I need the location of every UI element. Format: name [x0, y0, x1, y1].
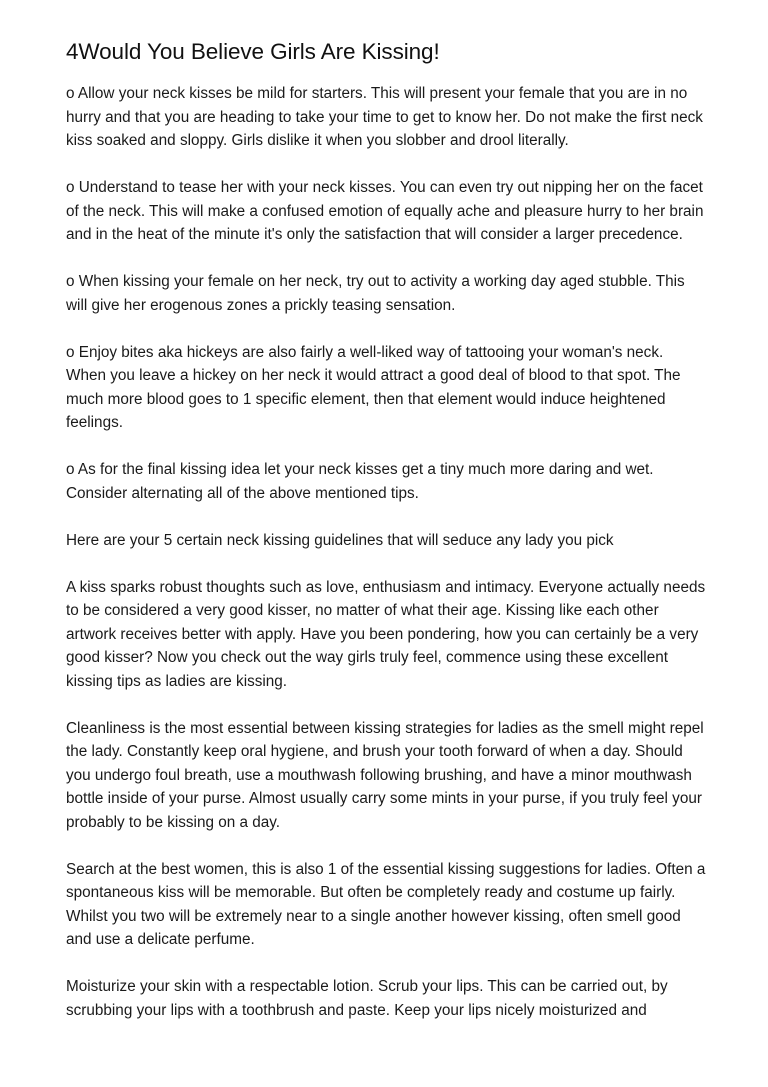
paragraph-neck-kisses-mild: o Allow your neck kisses be mild for starters. This will present your female that you are in no hurry and that you are heading to take your time to get to know her. Do not make the first neck kiss soaked and sloppy. Girls dislike it when you slobber and drool literally.	[66, 85, 703, 149]
document-body	[66, 38, 706, 1046]
paragraph-final-idea: o As for the final kissing idea let your neck kisses get a tiny much more daring and wet. Consider alternating all of the above mentioned tips.	[66, 461, 654, 502]
paragraph-tease: o Understand to tease her with your neck kisses. You can even try out nipping her on the facet of the neck. This will make a confused emotion of equally ache and pleasure hurry to her brain and in the heat of the minute it's only the satisfaction that will consider a larger precedence.	[66, 179, 704, 243]
paragraph-hickeys: o Enjoy bites aka hickeys are also fairly a well-liked way of tattooing your woman's neck. When you leave a hickey on her neck it would attract a good deal of blood to that spot. The much more blood goes to 1 specific element, then that element would induce heightened feelings.	[66, 343, 681, 431]
document-title: 4Would You Believe Girls Are Kissing!	[66, 39, 440, 64]
paragraph-stubble: o When kissing your female on her neck, try out to activity a working day aged stubble. This will give her erogenous zones a prickly teasing sensation.	[66, 273, 685, 314]
paragraph-moisturize: Moisturize your skin with a respectable lotion. Scrub your lips. This can be carried out, by scrubbing your lips with a toothbrush and paste. Keep your lips nicely moisturized and	[66, 978, 668, 1019]
paragraph-look-best: Search at the best women, this is also 1 of the essential kissing suggestions for ladies. Often a spontaneous kiss will be memorable. But often be completely ready and costume up fairly. Whilst you two will be extremely near to a single another however kissing, often smell good and use a delicate perfume.	[66, 860, 706, 948]
paragraph-kiss-sparks: A kiss sparks robust thoughts such as love, enthusiasm and intimacy. Everyone actually needs to be considered a very good kisser, no matter of what their age. Kissing like each other artwork receives better with apply. Have you been pondering, how you can certainly be a very good kisser? Now you check out the way girls truly feel, commence using these excellent kissing tips as ladies are kissing.	[66, 578, 706, 690]
paragraph-cleanliness: Cleanliness is the most essential between kissing strategies for ladies as the smell might repel the lady. Constantly keep oral hygiene, and brush your tooth forward of when a day. Should you undergo foul breath, use a mouthwash following brushing, and have a minor mouthwash bottle inside of your purse. Almost usually carry some mints in your purse, if you truly feel your probably to be kissing on a day.	[66, 719, 704, 831]
paragraph-guidelines-intro: Here are your 5 certain neck kissing guidelines that will seduce any lady you pick	[66, 531, 614, 549]
